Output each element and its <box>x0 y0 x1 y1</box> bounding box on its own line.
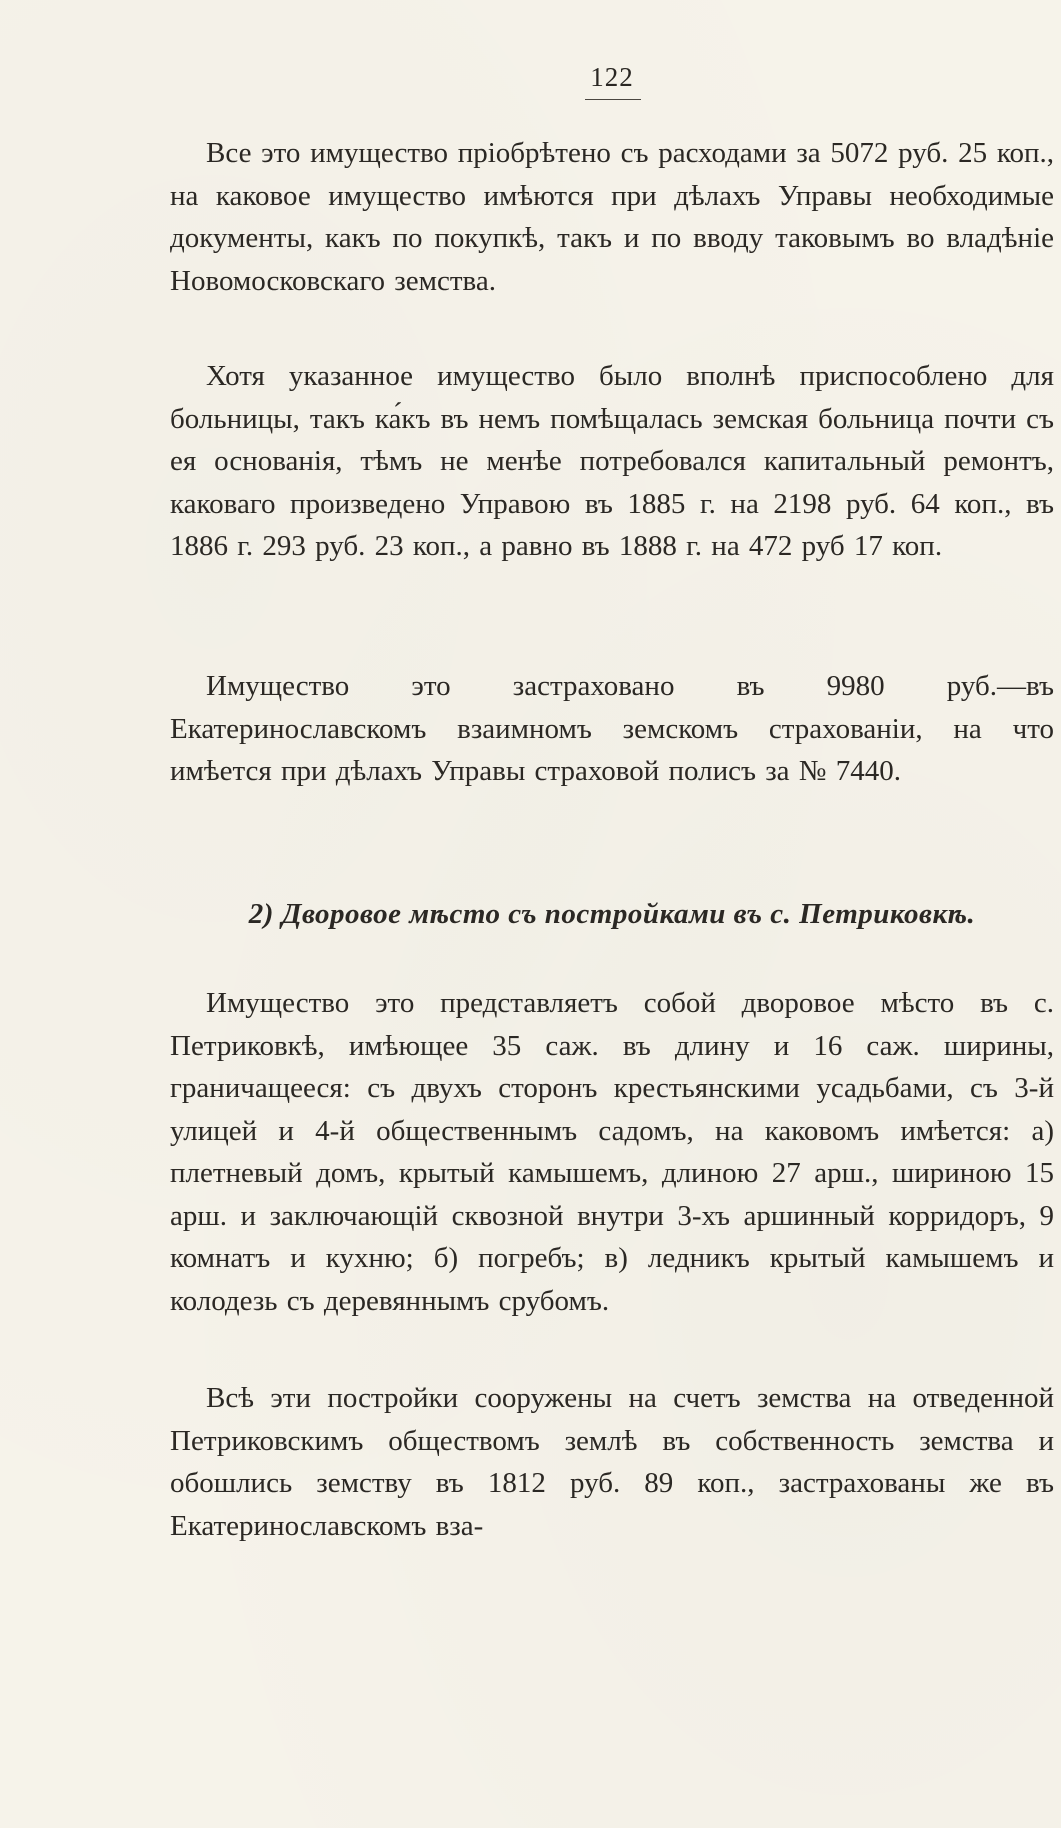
section-heading: 2) Дворовое мѣсто съ постройками въ с. Петриковкѣ. <box>248 898 976 930</box>
section-paragraph-2 <box>170 1377 1054 1547</box>
paragraph-2-text: Хотя указанное имущество было вполнѣ приспособлено для больницы, такъ ка́къ въ немъ помѣщалась земская больница почти съ ея основанія, тѣмъ не менѣе потребовался капитальный ремонтъ, каковаго произведено Управою въ 1885 г. на 2198 руб. 64 коп., въ 1886 г. 293 руб. 23 коп., а равно въ 1888 г. на 472 руб 17 коп. <box>170 360 1054 562</box>
page-number: 122 <box>590 62 634 92</box>
paragraph-1 <box>170 132 1054 302</box>
section-paragraph-1 <box>170 982 1054 1322</box>
page-number-rule <box>585 99 641 100</box>
section-paragraph-1-text: Имущество это представляетъ собой дворовое мѣсто въ с. Петриковкѣ, имѣющее 35 саж. въ длину и 16 саж. ширины, граничащееся: съ двухъ сторонъ крестьянскими усадьбами, съ 3-й улицей и 4-й общественнымъ садомъ, на каковомъ имѣется: а) плетневый домъ, крытый камышемъ, длиною 27 арш., шириною 15 арш. и заключающій сквозной внутри 3-хъ аршинный корридоръ, 9 комнатъ и кухню; б) погребъ; в) ледникъ крытый камышемъ и колодезь съ деревяннымъ срубомъ. <box>170 987 1054 1317</box>
paragraph-2 <box>170 355 1054 568</box>
paragraph-3-text: Имущество это застраховано въ 9980 руб.—въ Екатеринославскомъ взаимномъ земскомъ страхованіи, на что имѣется при дѣлахъ Управы страховой полисъ за № 7440. <box>170 670 1054 787</box>
paragraph-1-text: Все это имущество пріобрѣтено съ расходами за 5072 руб. 25 коп., на каковое имущество имѣются при дѣлахъ Управы необходимые документы, какъ по покупкѣ, такъ и по вводу таковымъ во владѣніе Новомосковскаго земства. <box>170 137 1054 297</box>
section-paragraph-2-text: Всѣ эти постройки сооружены на счетъ земства на отведенной Петриковскимъ обществомъ землѣ въ собственность земства и обошлись земству въ 1812 руб. 89 коп., застрахованы же въ Екатеринославскомъ вза- <box>170 1382 1054 1542</box>
paragraph-3 <box>170 665 1054 793</box>
